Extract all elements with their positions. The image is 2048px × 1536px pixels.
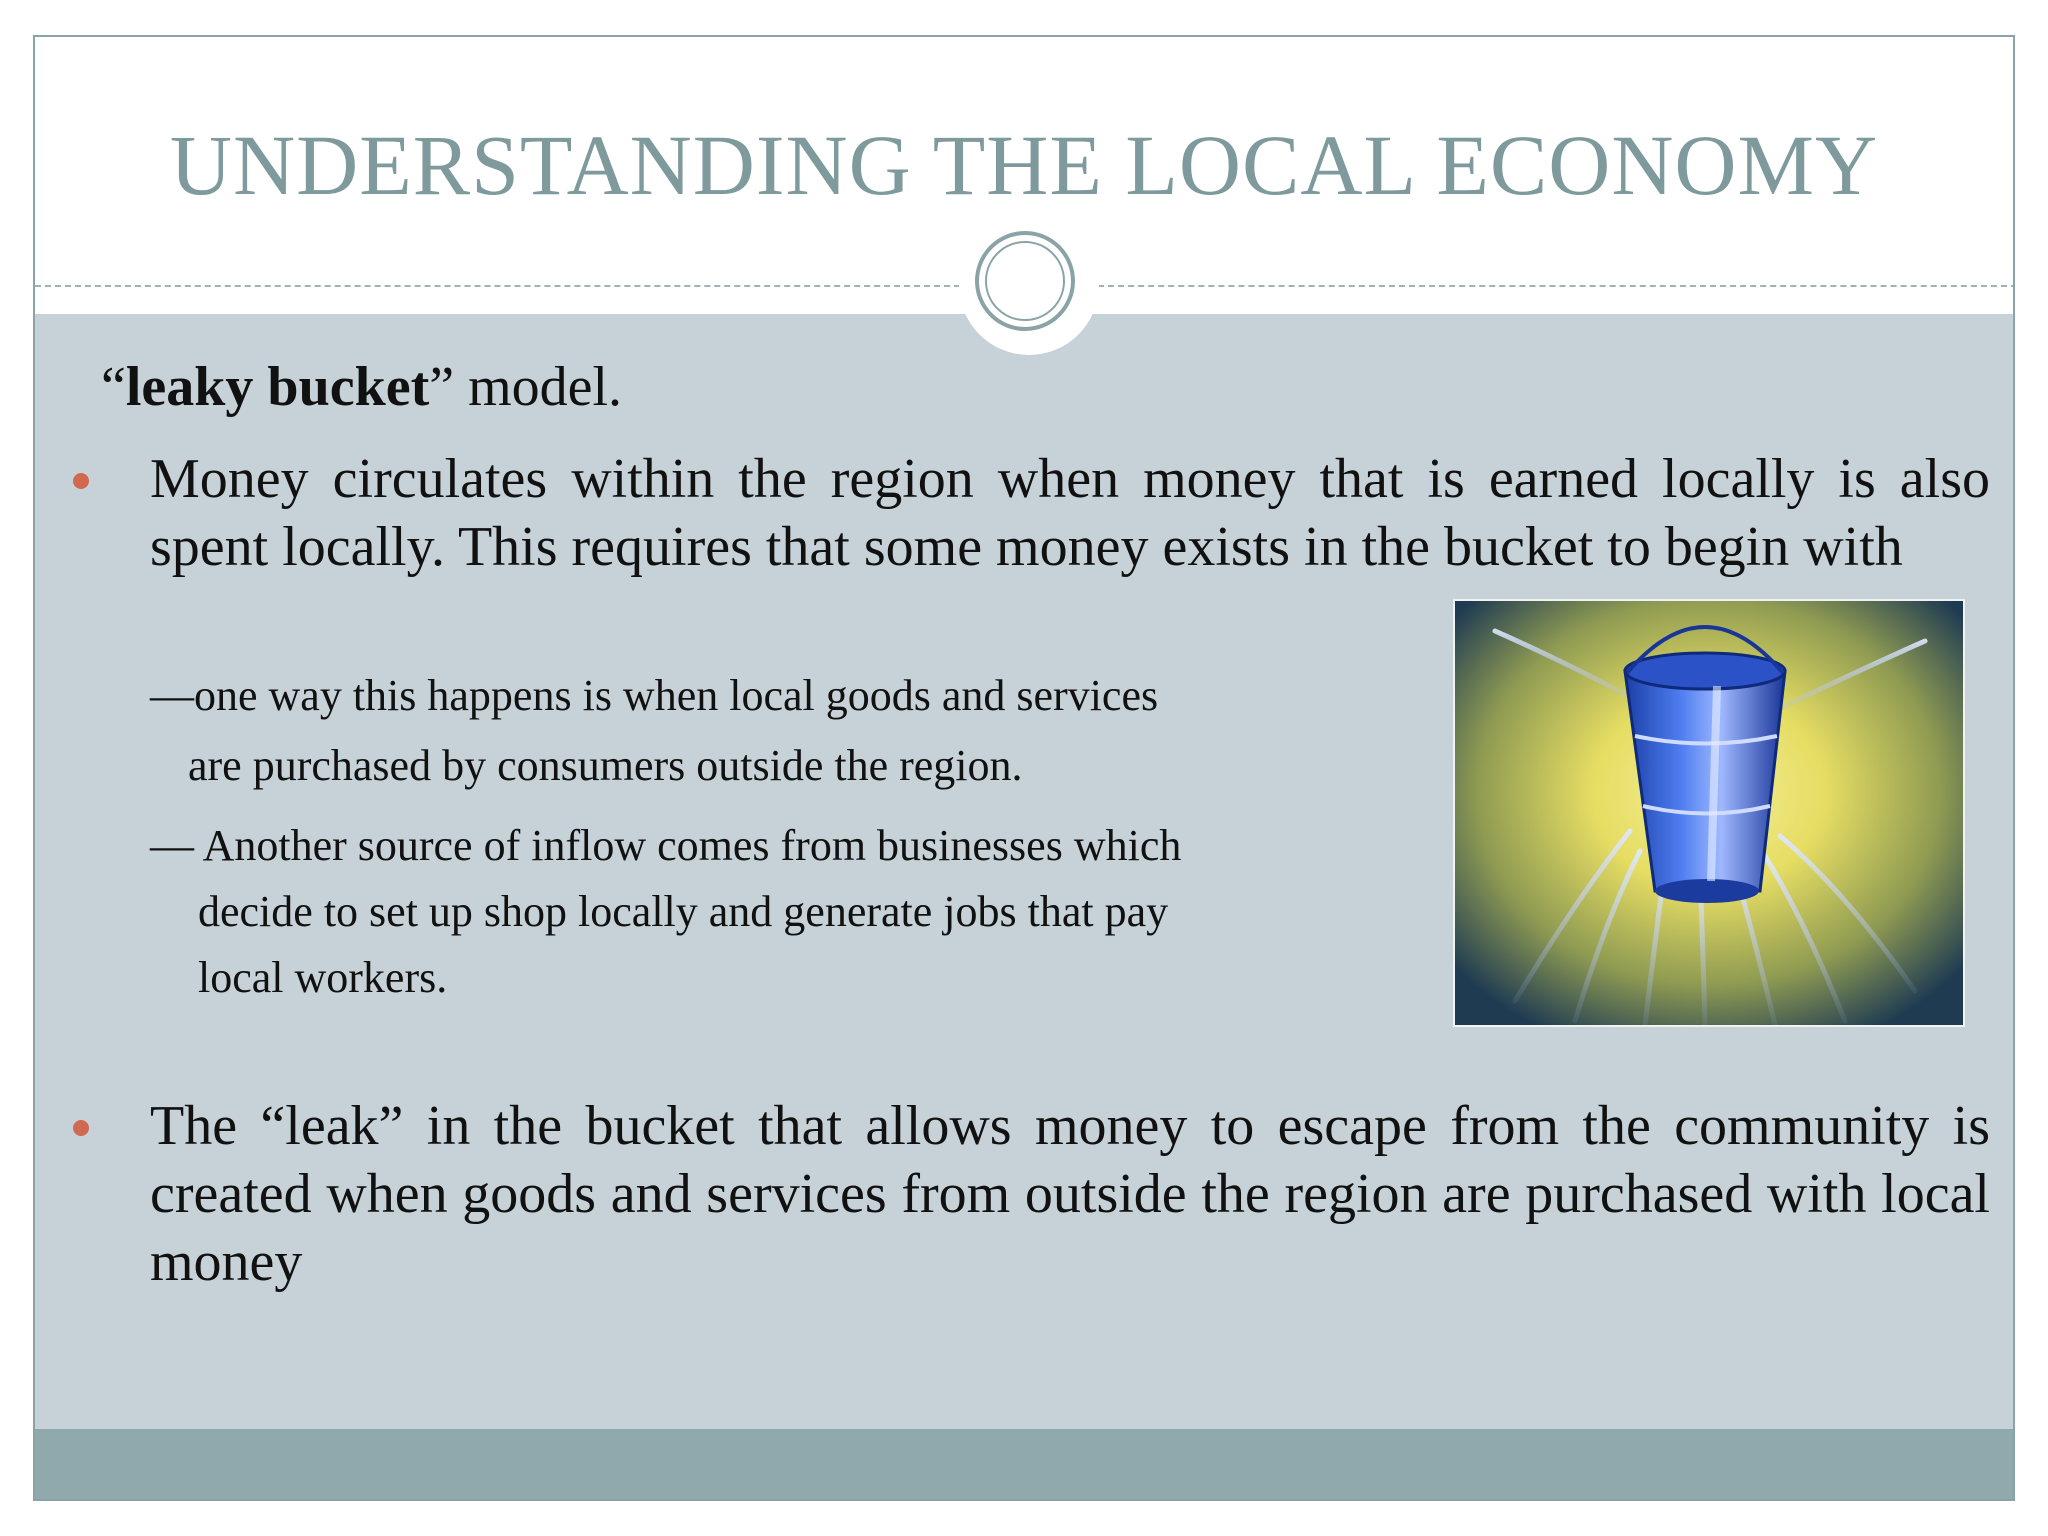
header-divider-left — [35, 285, 960, 287]
leaking-bucket-image — [1453, 599, 1965, 1027]
intro-rest: ” model. — [429, 356, 623, 418]
sub-point-2-line-3: local workers. — [198, 953, 448, 1002]
leaking-bucket-photo-icon — [1455, 601, 1963, 1025]
bullet-1-text: Money circulates within the region when money that is earned locally is also spent locally. This requires that some money exists in the bucket to begin with — [150, 448, 1990, 578]
sub-point-1-line-2: are purchased by consumers outside the region. — [188, 741, 1023, 790]
sub-point-2-line-1: — Another source of inflow comes from businesses which — [150, 821, 1182, 870]
footer-band — [35, 1429, 2013, 1499]
sub-point-1-line-1: —one way this happens is when local goods and services — [150, 671, 1159, 720]
slide-title: UNDERSTANDING THE LOCAL ECONOMY — [169, 117, 1879, 213]
intro-line — [101, 355, 622, 419]
bullet-1-dot-icon — [73, 473, 89, 489]
bullet-2-text: The “leak” in the bucket that allows money to escape from the community is created when goods and services from outside the region are purchased with local money — [150, 1095, 1990, 1293]
intro-bold-term: leaky bucket — [125, 356, 430, 418]
sub-point-2-line-2: decide to set up shop locally and generate jobs that pay — [198, 887, 1169, 936]
intro-open-quote: “ — [101, 356, 126, 418]
circle-ornament-inner-icon — [985, 241, 1065, 321]
slide — [33, 35, 2015, 1501]
header-divider-right — [1098, 285, 2015, 287]
bullet-2-dot-icon — [73, 1120, 89, 1136]
